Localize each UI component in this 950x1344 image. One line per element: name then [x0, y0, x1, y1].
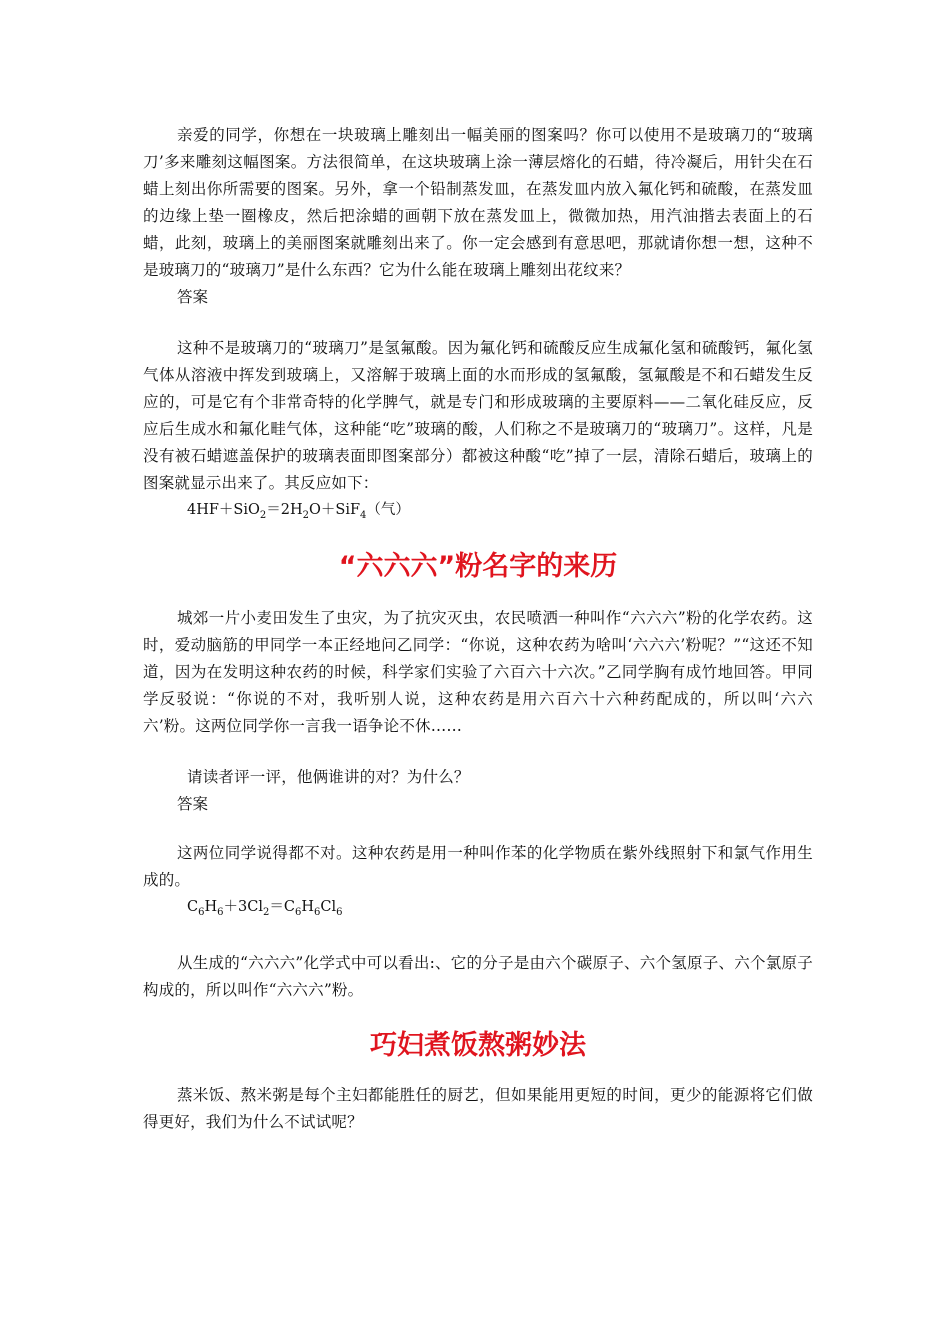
- cooking-intro: 蒸米饭、熬米粥是每个主妇都能胜任的厨艺，但如果能用更短的时间，更少的能源将它们做得更好，我们为什么不试试呢？: [143, 1085, 813, 1131]
- answer-label-2: 答案: [177, 794, 209, 813]
- glass-knife-intro: 亲爱的同学，你想在一块玻璃上雕刻出一幅美丽的图案吗？你可以使用不是玻璃刀的“玻璃刀’多来雕刻这幅图案。方法很简单，在这块玻璃上涂一薄层熔化的石蜡，待冷凝后，用针尖在石蜡上刻出你所需要的图案。另外，拿一个铅制蒸发皿，在蒸发皿内放入氟化钙和硫酸，在蒸发皿的边缘上垫一圈橡皮，然后把涂蜡的画朝下放在蒸发皿上，微微加热，用汽油揩去表面上的石蜡，此刻，玻璃上的美丽图案就雕刻出来了。你一定会感到有意思吧，那就请你想一想，这种不是玻璃刀的“玻璃刀”是什么东西？它为什么能在玻璃上雕刻出花纹来？: [143, 126, 813, 279]
- hf-reaction-formula: $4HF+SiO_2=2H_2O+SiF_4$（气）: [187, 502, 410, 521]
- document-page: [143, 122, 813, 1136]
- section-title-666: “六六六”粉名字的来历: [338, 550, 618, 582]
- 666-conclusion: 从生成的“六六六”化学式中可以看出:、它的分子是由六个碳原子、六个氢原子、六个氯原子构成的，所以叫作“六六六”粉。: [143, 953, 813, 999]
- benzene-chlorination-formula: $C_6H_6+3Cl_2=C_6H_6Cl_6$: [187, 898, 343, 918]
- 666-story: 城郊一片小麦田发生了虫灾，为了抗灾灭虫，农民喷洒一种叫作“六六六”粉的化学农药。这时，爱动脑筋的甲同学一本正经地问乙同学：“你说，这种农药为啥叫‘六六六’粉呢？”“这还不知道，因为在发明这种农药的时候，科学家们实验了六百六十六次。”乙同学胸有成竹地回答。甲同学反驳说：“你说的不对，我听别人说，这种农药是用六百六十六种药配成的，所以叫‘六六六’粉。这两位同学你一言我一语争论不休……: [143, 608, 813, 735]
- 666-question: 请读者评一评，他俩谁讲的对？为什么？: [187, 767, 470, 786]
- 666-answer: 这两位同学说得都不对。这种农药是用一种叫作苯的化学物质在紫外线照射下和氯气作用生成的。: [143, 843, 813, 889]
- answer-label: 答案: [177, 288, 209, 306]
- section-title-cooking: 巧妇煮饭熬粥妙法: [370, 1029, 586, 1061]
- glass-knife-answer: 这种不是玻璃刀的“玻璃刀”是氢氟酸。因为氟化钙和硫酸反应生成氟化氢和硫酸钙，氟化氢气体从溶液中挥发到玻璃上，又溶解于玻璃上面的水而形成的氢氟酸，氢氟酸是不和石蜡发生反应的，可是它有个非常奇特的化学脾气，就是专门和形成玻璃的主要原料——二氧化硅反应，反应后生成水和氟化畦气体，这种能“吃”玻璃的酸，人们称之不是玻璃刀的“玻璃刀”。这样，凡是没有被石蜡遮盖保护的玻璃表面即图案部分）都被这种酸“吃”掉了一层，清除石蜡后，玻璃上的图案就显示出来了。其反应如下：: [143, 339, 813, 492]
